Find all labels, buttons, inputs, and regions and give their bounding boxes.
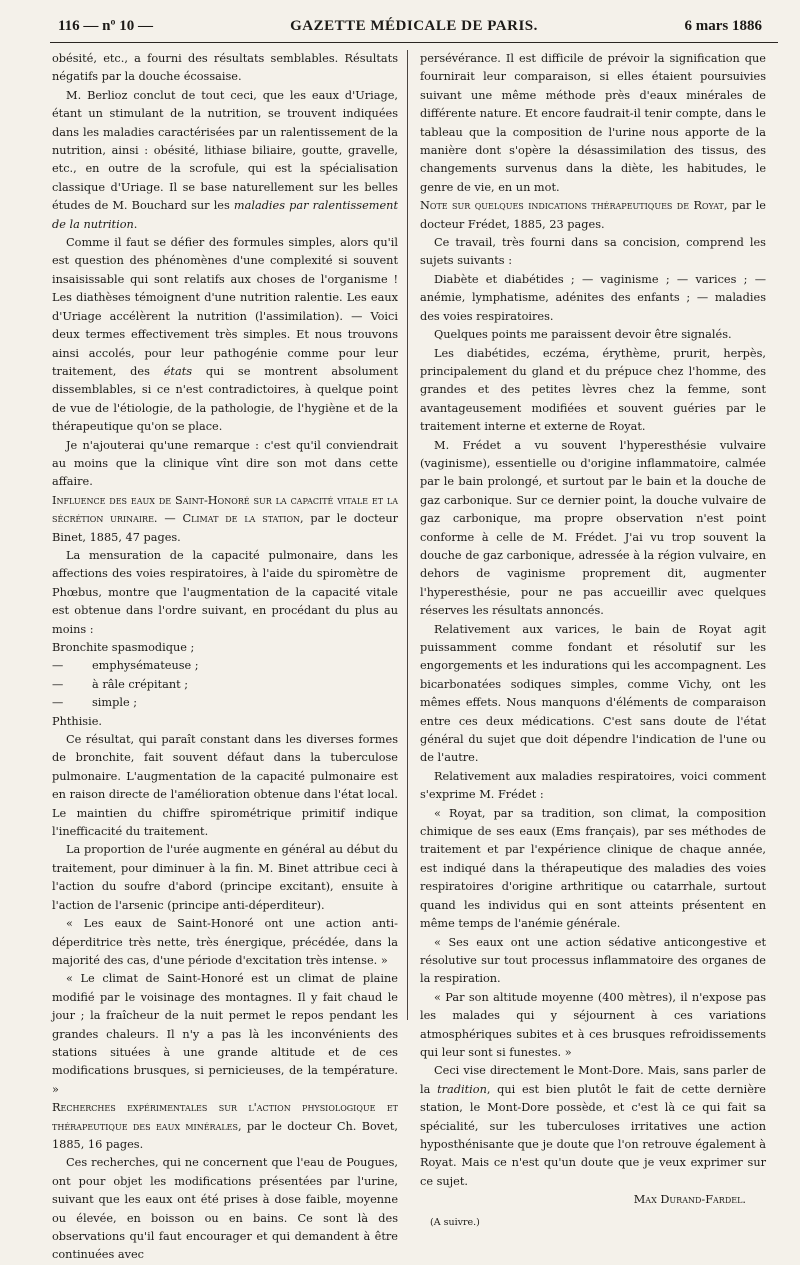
paragraph: La mensuration de la capacité pulmonaire, dans les affections des voies respiratoires, à l'aide du spiromètre de Phœbus, montre que l'augmentation de la capacité vitale est obtenue dans l'ordre suivant, en procédant du plus au moins : bbox=[52, 548, 398, 636]
list-head: Bronchite spasmodique ; bbox=[52, 641, 195, 654]
text-run: M. Berlioz conclut de tout ceci, que les eaux d'Uriage, étant un stimulant de la nutrition, se trouvent indiquées dans les maladies caractérisées par un ralentissement de la nutrition, ainsi : obésité, lithiase biliaire, goutte, gravelle, etc., en outre de la scrofule, qui est la spécialisation classique d'Uriage. Il se base naturellement sur les belles études de M. Bouchard sur les bbox=[52, 88, 398, 213]
list-item-text: à râle crépitant ; bbox=[92, 677, 189, 691]
section-heading bbox=[52, 1099, 398, 1154]
text-run: Ceci vise directement le Mont-Dore. Mais, sans parler de la bbox=[420, 1064, 766, 1096]
quote-paragraph: « Le climat de Saint-Honoré est un climat de plaine modifié par le voisinage des montagnes. Il y fait chaud le jour ; la fraîcheur de la nuit permet le repos pendant les grandes chaleurs. Il n'y a pas là les inconvénients des stations situées à une grande altitude et de ces modifications brusques, si pernicieuses, de la température. » bbox=[52, 972, 398, 1096]
paragraph: Ce résultat, qui paraît constant dans les diverses formes de bronchite, fait souvent défaut dans la tuberculose pulmonaire. L'augmentation de la capacité pulmonaire est en raison directe de l'amélioration obtenue dans l'état local. Le maintien du chiffre spirométrique primitif indique l'inefficacité du traitement. bbox=[52, 733, 398, 839]
paragraph: Relativement aux varices, le bain de Royat agit puissamment comme fondant et résolutif sur les engorgements et les indurations qui les accompagnent. Les bicarbonatées sodiques simples, comme Vichy, ont les mêmes effets. Nous manquons d'éléments de comparaison entre ces deux médications. C'est sans doute de l'état général du sujet que doit dépendre l'indication de l'une ou de l'autre. bbox=[420, 622, 766, 765]
section-byline: par le docteur Ch. Bovet, 1885, 16 pages. bbox=[52, 1119, 398, 1151]
list-item-text: emphysémateuse ; bbox=[92, 659, 199, 673]
quote-paragraph: « Les eaux de Saint-Honoré ont une action anti-déperditrice très nette, très énergique, précédée, dans la majorité des cas, d'une période d'excitation très intense. » bbox=[52, 917, 398, 967]
paragraph bbox=[52, 234, 398, 436]
paragraph bbox=[420, 1062, 766, 1191]
paragraph: Quelques points me paraissent devoir être signalés. bbox=[434, 328, 732, 342]
italic-run: états bbox=[163, 364, 193, 378]
list-item-text: simple ; bbox=[92, 696, 138, 710]
section-title: Influence des eaux de Saint-Honoré sur la capacité vitale et la sécrétion urinaire. — Climat de la station, bbox=[52, 493, 398, 526]
journal-title: GAZETTE MÉDICALE DE PARIS. bbox=[290, 18, 538, 34]
italic-run: tradition bbox=[437, 1082, 487, 1096]
paragraph: Les diabétides, eczéma, érythème, prurit, herpès, principalement du gland et du prépuce chez l'homme, des grandes et des petites lèvres chez la femme, sont avantageusement modifiées et souvent guéries par le traitement interne et externe de Royat. bbox=[420, 346, 766, 434]
paragraph: Relativement aux maladies respiratoires, voici comment s'exprime M. Frédet : bbox=[420, 769, 766, 802]
paragraph: M. Frédet a vu souvent l'hyperesthésie vulvaire (vaginisme), essentielle ou d'origine inflammatoire, calmée par le bain prolongé, et surtout par le bain et la douche de gaz carbonique. Sur ce dernier point, la douche vulvaire de gaz carbonique, ma propre observation n'est point conforme à celle de M. Frédet. J'ai vu trop souvent la douche de gaz carbonique, adressée à la région vulvaire, en dehors de vaginisme proprement dit, augmenter l'hyperesthésie, pour ne pas accueillir avec quelques réserves les résultats annoncés. bbox=[420, 438, 766, 618]
paragraph: Ces recherches, qui ne concernent que l'eau de Pougues, ont pour objet les modifications présentées par l'urine, suivant que les eaux ont été prises à dose faible, moyenne ou élevée, en boisson ou en bains. Ce sont là des observations qu'il faut encourager et qui demandent à être continuées avec bbox=[52, 1156, 398, 1262]
dash: — bbox=[52, 677, 64, 691]
quote-paragraph: « Royat, par sa tradition, son climat, la composition chimique de ses eaux (Ems français), par ses méthodes de traitement et par l'expérience clinique de chaque année, est indiqué dans la thérapeutique des maladies des voies respiratoires d'origine arthritique ou catarrhale, surtout quand les individus qui en sont atteints présentent en même temps de l'anémie générale. bbox=[420, 806, 766, 931]
paragraph: obésité, etc., a fourni des résultats semblables. Résultats négatifs par la douche écossaise. bbox=[52, 52, 398, 84]
page-number: 116 — nº 10 — bbox=[58, 18, 153, 34]
right-column bbox=[420, 50, 766, 1232]
list-item bbox=[52, 694, 398, 712]
author-signature: Max Durand-Fardel. bbox=[633, 1193, 746, 1207]
issue-date: 6 mars 1886 bbox=[684, 18, 762, 34]
section-title: Recherches expérimentales sur l'action physiologique et thérapeutique des eaux minérales, bbox=[52, 1101, 398, 1133]
paragraph: Diabète et diabétides ; — vaginisme ; — varices ; — anémie, lymphatisme, adénites des enfants ; — maladies des voies respiratoires. bbox=[420, 272, 766, 323]
section-heading bbox=[52, 492, 398, 547]
italic-run: maladies par ralentissement de la nutrition bbox=[52, 199, 398, 231]
column-divider bbox=[407, 50, 408, 1020]
section-title: Note sur quelques indications thérapeutiques de Royat, bbox=[420, 199, 728, 213]
page-header bbox=[50, 14, 778, 38]
section-byline: par le docteur Binet, 1885, 47 pages. bbox=[52, 512, 399, 544]
quote-paragraph: « Ses eaux ont une action sédative anticongestive et résolutive sur tout processus inflammatoire des organes de la respiration. bbox=[420, 935, 766, 986]
list-item bbox=[52, 657, 398, 675]
text-run: . bbox=[133, 217, 138, 231]
continued-note: (A suivre.) bbox=[430, 1216, 480, 1228]
dash: — bbox=[52, 659, 64, 673]
list-tail: Phthisie. bbox=[52, 714, 102, 728]
quote-paragraph: « Par son altitude moyenne (400 mètres), il n'expose pas les malades qui y séjournent à ces variations atmosphériques subites et à ces brusques refroidissements qui leur sont si funestes. » bbox=[420, 990, 766, 1059]
section-heading bbox=[420, 197, 766, 234]
paragraph bbox=[52, 87, 398, 234]
list-item bbox=[52, 676, 398, 694]
left-column bbox=[52, 50, 398, 1265]
paragraph: persévérance. Il est difficile de prévoir la signification que fournirait leur comparaison, si elles étaient poursuivies suivant une même méthode près d'eaux minérales de différente nature. Et encore faudrait-il tenir compte, dans le tableau que la composition de l'urine nous apporte de la manière dont s'opère la désassimilation des tissus, des changements survenus dans la diète, les habitudes, le genre de vie, en un mot. bbox=[420, 52, 766, 194]
paragraph: Je n'ajouterai qu'une remarque : c'est qu'il conviendrait au moins que la clinique vînt dire son mot dans cette affaire. bbox=[52, 438, 398, 489]
dash: — bbox=[52, 696, 64, 710]
paragraph: Ce travail, très fourni dans sa concision, comprend les sujets suivants : bbox=[420, 236, 766, 268]
header-rule bbox=[50, 42, 778, 43]
text-run: qui se montrent absolument dissemblables, si ce n'est contradictoires, à quelque point de vue de l'étiologie, de la pathologie, de l'hygiène et de la thérapeutique qu'on se place. bbox=[52, 364, 398, 434]
text-run: , qui est bien plutôt le fait de cette dernière station, le Mont-Dore possède, et c'est là ce qui fait sa spécialité, sur les tuberculoses irritatives une action hyposthénisante que je doute que l'on retrouve également à Royat. Mais ce n'est qu'un doute que je veux exprimer sur ce sujet. bbox=[420, 1082, 766, 1188]
paragraph: La proportion de l'urée augmente en général au début du traitement, pour diminuer à la fin. M. Binet attribue ceci à l'action du soufre d'abord (principe excitant), ensuite à l'action de l'arsenic (principe anti-déperditeur). bbox=[52, 843, 398, 912]
section-byline: par le docteur Frédet, 1885, 23 pages. bbox=[420, 199, 766, 231]
text-run: Comme il faut se défier des formules simples, alors qu'il est question des phénomènes d'une complexité si souvent insaisissable qui sont relatifs aux choses de l'organisme ! Les diathèses témoignent d'une nutrition ralentie. Les eaux d'Uriage accélèrent la nutrition (l'assimilation). — Voici deux termes effectivement très simples. Et nous trouvons ainsi accolés, pour leur pathogénie comme pour leur traitement, des bbox=[52, 236, 398, 378]
